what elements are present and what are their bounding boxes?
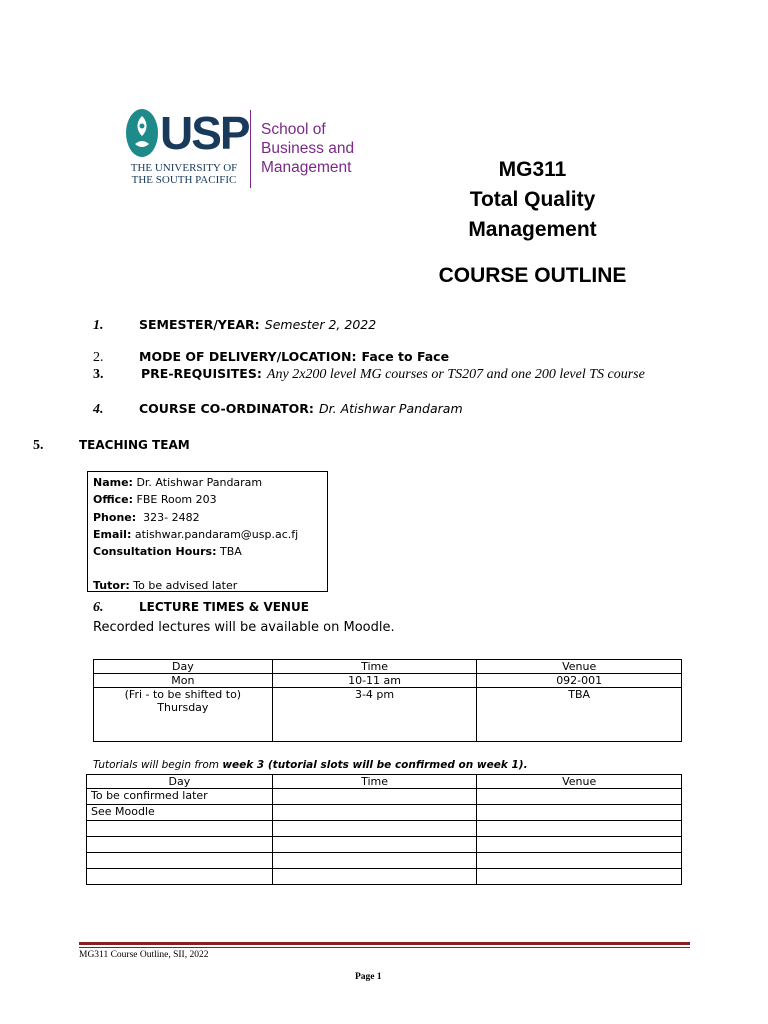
field-label: Email: [93,527,132,541]
tutorial-table [86,774,682,885]
section-label: COURSE CO-ORDINATOR: [139,401,314,416]
course-code: MG311 [498,158,567,181]
column-header: Day [87,775,273,789]
table-cell: To be confirmed later [87,789,273,805]
footer-rule-thin [79,947,690,948]
course-name-line1: Total Quality [469,188,596,211]
table-cell [477,805,682,821]
table-cell [87,821,273,837]
section-teaching-team [33,434,190,454]
logo-divider [250,110,251,188]
table-cell: TBA [477,688,682,742]
column-header: Day [94,660,273,674]
section-label: MODE OF DELIVERY/LOCATION: [139,349,357,364]
document-title: COURSE OUTLINE [438,264,627,287]
lecture-table [93,659,682,742]
table-cell [477,821,682,837]
footer-course-label: MG311 Course Outline, SII, 2022 [79,950,209,960]
table-cell [272,837,477,853]
field-label: Consultation Hours: [93,545,217,559]
phone-value: 323- 2482 [143,510,200,524]
table-cell: Mon [94,674,273,688]
table-cell [87,837,273,853]
university-name: THE UNIVERSITY OF THE SOUTH PACIFIC [130,162,238,186]
section-number: 5. [33,438,44,453]
course-name-line2: Management [468,218,597,241]
usp-wordmark: USP [160,107,249,159]
table-cell [477,853,682,869]
table-cell [272,821,477,837]
consultation-hours-value: TBA [220,545,242,559]
section-label: SEMESTER/YEAR: [139,317,260,332]
table-cell: 3-4 pm [272,688,477,742]
office-value: FBE Room 203 [136,493,217,507]
table-cell [87,869,273,885]
section-label: LECTURE TIMES & VENUE [139,600,309,614]
section-prerequisites [93,363,645,383]
table-cell: 10-11 am [272,674,477,688]
column-header: Venue [477,775,682,789]
section-value: Dr. Atishwar Pandaram [319,401,463,416]
school-name: School of Business and Management [261,121,355,176]
table-cell [272,789,477,805]
table-header-row [94,660,682,674]
table-cell: (Fri - to be shifted to) Thursday [94,688,273,742]
section-value: Semester 2, 2022 [264,317,377,332]
page-number: Page 1 [355,972,382,982]
table-cell: 092-001 [477,674,682,688]
table-row [94,688,682,742]
section-number: 6. [93,600,104,615]
table-cell [272,805,477,821]
section-semester [93,314,376,334]
tutor-value: To be advised later [133,579,238,593]
table-cell: See Moodle [87,805,273,821]
table-row [87,821,682,837]
table-row [87,869,682,885]
section-value: Any 2x200 level MG courses or TS207 and one 200 level TS course [266,367,645,382]
coordinator-name: Dr. Atishwar Pandaram [136,476,263,489]
table-cell [272,853,477,869]
section-number: 3. [93,367,104,382]
table-header-row [87,775,682,789]
teaching-team-box [87,471,328,592]
field-label: Phone: [93,510,137,524]
section-lecture-times [93,596,309,616]
section-number: 1. [93,318,104,333]
column-header: Time [272,775,477,789]
column-header: Venue [477,660,682,674]
table-cell [477,837,682,853]
section-coordinator [93,398,463,418]
table-cell [87,853,273,869]
section-label: PRE-REQUISITES: [141,366,262,381]
tutorial-note: Tutorials will begin from week 3 (tutorial slots will be confirmed on week 1). [93,759,528,771]
table-row [87,853,682,869]
table-cell [477,869,682,885]
column-header: Time [272,660,477,674]
field-label: Office: [93,493,133,507]
table-row [87,837,682,853]
field-label: Tutor: [93,579,130,593]
footer-rule [79,942,690,945]
table-cell [272,869,477,885]
table-row [87,789,682,805]
section-label: TEACHING TEAM [79,438,190,452]
section-number: 4. [93,402,104,417]
section-number: 2. [93,350,104,365]
email-value: atishwar.pandaram@usp.ac.fj [134,527,299,541]
field-label: Name: [93,476,133,489]
table-row [87,805,682,821]
course-title [430,155,635,245]
table-cell [477,789,682,805]
recorded-lectures-note: Recorded lectures will be available on Moodle. [93,620,395,635]
section-value: Face to Face [361,349,450,364]
usp-emblem-icon [125,108,159,158]
table-row [94,674,682,688]
